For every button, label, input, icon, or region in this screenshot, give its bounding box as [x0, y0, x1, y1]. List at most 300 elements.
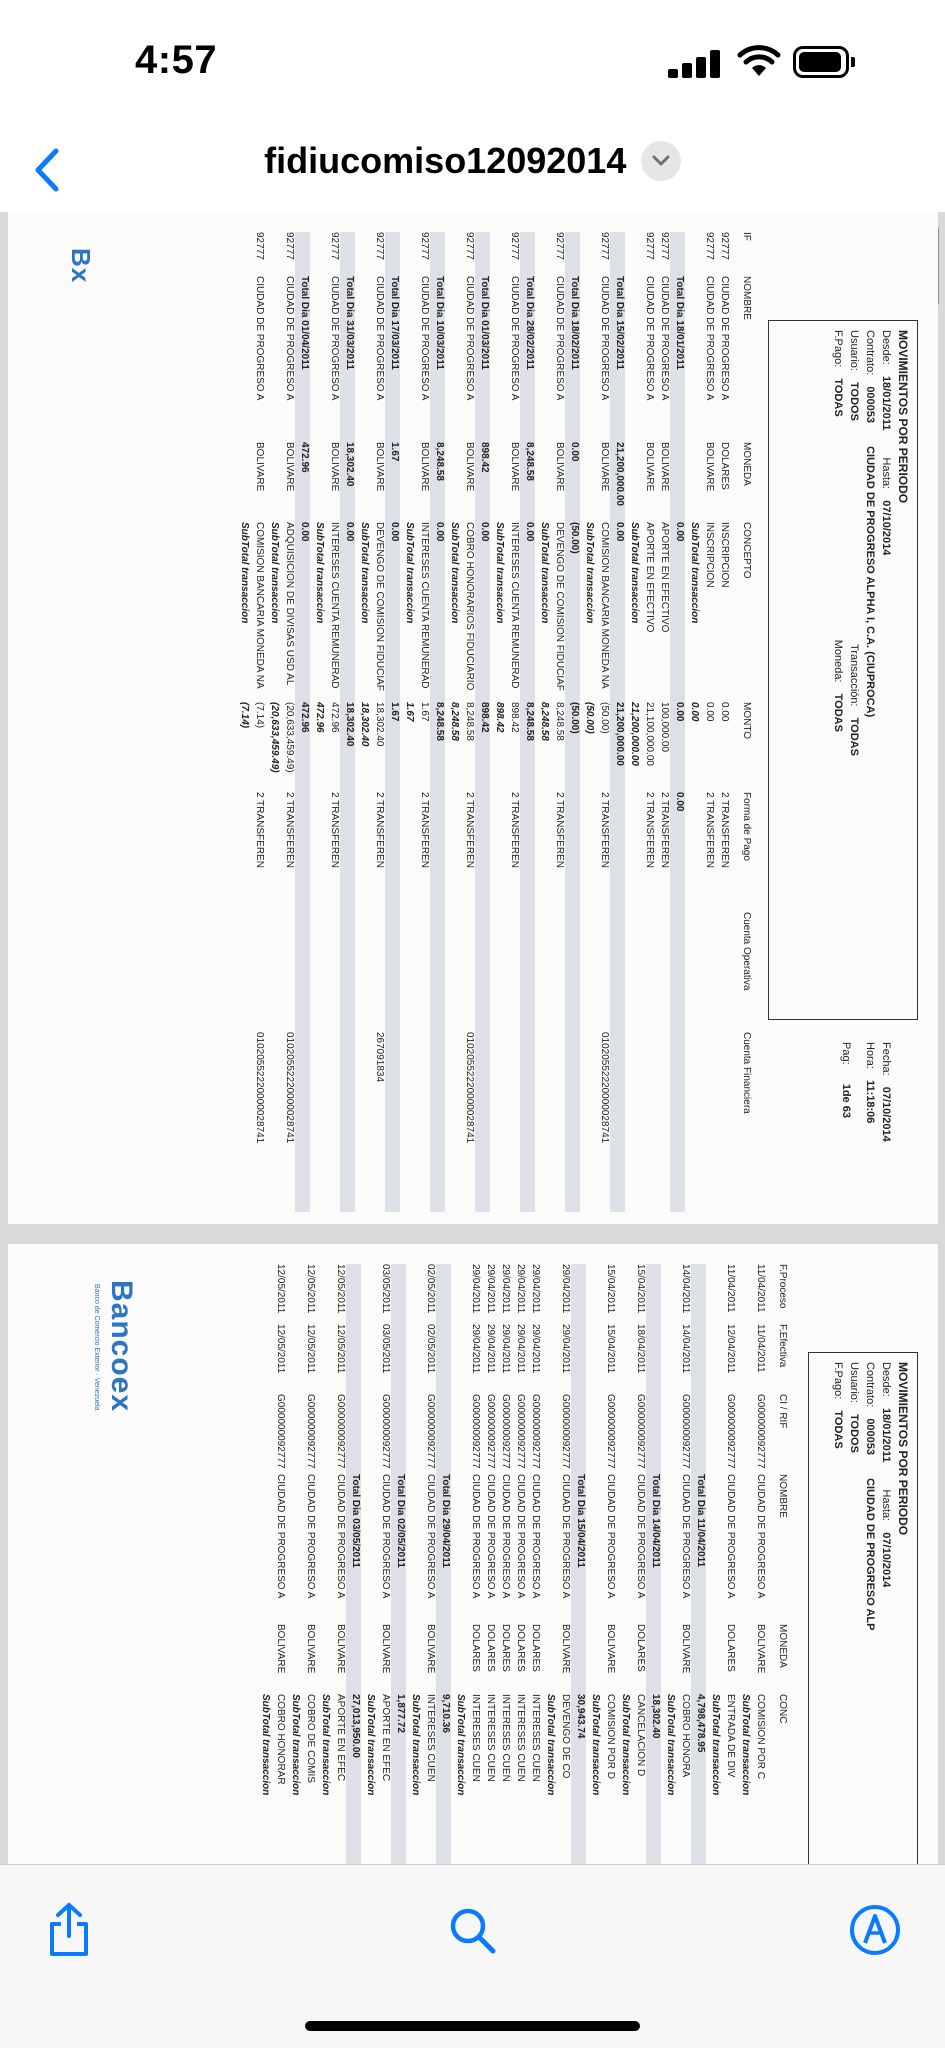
pag-label: Pag: [840, 1042, 852, 1065]
table-cell: 92777 [254, 232, 265, 260]
column-header: CONCEPTO [741, 522, 752, 579]
transaction-table [235, 232, 730, 1212]
table-cell: Total Dia 18/01/2011 [674, 276, 685, 370]
table-cell: G000000092777 [635, 1394, 646, 1469]
table-cell: SubTotal transaccion [314, 522, 325, 624]
fpago-label: F.Pago: [832, 330, 844, 368]
column-headers-2 [772, 1264, 788, 1864]
subtotal-row [406, 1264, 421, 1864]
table-cell: 12/05/2011 [275, 1264, 286, 1314]
table-cell: 0.00 [614, 522, 625, 542]
table-cell: 01020552220000028741 [464, 1032, 475, 1144]
table-cell: 472.96 [299, 442, 310, 473]
column-header: MONTO [741, 702, 752, 740]
table-cell: BOLIVARE [644, 442, 655, 492]
table-cell: G000000092777 [380, 1394, 391, 1469]
transaction-table-2 [256, 1264, 766, 1864]
table-cell: INTERESES CUEN [425, 1694, 436, 1782]
table-cell: 0.00 [479, 522, 490, 542]
total-dia-row [436, 1264, 451, 1864]
table-cell: 92777 [659, 232, 670, 260]
hasta-value: 07/10/2014 [880, 500, 892, 556]
table-cell: SubTotal transaccion [290, 1694, 301, 1796]
table-cell: Total Dia 10/03/2011 [434, 276, 445, 370]
table-cell: 29/04/2011 [470, 1324, 481, 1374]
table-cell: BOLIVARE [275, 1624, 286, 1674]
table-cell: BOLIVARE [374, 442, 385, 492]
table-cell: BOLIVARE [254, 442, 265, 492]
table-cell: Total Dia 29/04/2011 [440, 1474, 451, 1568]
table-row [676, 1264, 691, 1864]
total-dia-row [475, 232, 490, 1212]
table-cell: 92777 [284, 232, 295, 260]
subtotal-row [580, 232, 595, 1212]
table-cell: 100,000.00 [659, 702, 670, 753]
table-cell: 0.00 [674, 792, 685, 812]
table-cell: 1,877.72 [395, 1694, 406, 1733]
column-header: NOMBRE [777, 1474, 788, 1518]
table-cell: SubTotal transaccion [359, 522, 370, 624]
table-cell: 01020552220000028741 [284, 1032, 295, 1144]
table-row [460, 232, 475, 1212]
table-cell: 2 TRANSFEREN [704, 792, 715, 868]
document-title[interactable]: fidiucomiso12092014 [264, 140, 627, 181]
table-row [421, 1264, 436, 1864]
search-button[interactable] [437, 1895, 507, 1965]
table-cell: 0.00 [299, 522, 310, 542]
navigation-bar [0, 130, 945, 210]
subtotal-row [661, 1264, 676, 1864]
table-cell: 12/05/2011 [275, 1324, 286, 1374]
total-dia-row [346, 1264, 361, 1864]
fpago-value: TODAS [832, 378, 844, 417]
table-cell: SubTotal transaccion [590, 1694, 601, 1796]
table-row [280, 232, 295, 1212]
table-cell: COMISION BANCARIA MONEDA NA [254, 522, 265, 689]
table-row [631, 1264, 646, 1864]
table-row [481, 1264, 496, 1864]
table-cell: Total Dia 17/03/2011 [389, 276, 400, 370]
table-cell: SubTotal transaccion [365, 1694, 376, 1796]
table-cell: 29/04/2011 [560, 1264, 571, 1314]
table-cell: 30,943.74 [575, 1694, 586, 1739]
table-row [751, 1264, 766, 1864]
contrato-value: 000053 [864, 386, 876, 424]
table-cell: G000000092777 [485, 1394, 496, 1469]
table-cell: Total Dia 28/02/2011 [524, 276, 535, 370]
table-cell: CIUDAD DE PROGRESO A [254, 276, 265, 401]
table-cell: 0.00 [524, 522, 535, 542]
table-row [250, 232, 265, 1212]
table-row [721, 1264, 736, 1864]
table-cell: 18,302.40 [344, 702, 355, 747]
table-cell: 8,248.58 [524, 702, 535, 741]
column-headers [736, 232, 752, 1212]
table-cell: 8,248.58 [434, 702, 445, 741]
table-cell: G000000092777 [470, 1394, 481, 1469]
table-cell: 1.67 [404, 702, 415, 722]
subtotal-row [316, 1264, 331, 1864]
table-cell: 12/05/2011 [335, 1324, 346, 1374]
table-cell: CIUDAD DE PROGRESO A [374, 276, 385, 401]
table-cell: 8,248.58 [539, 702, 550, 741]
table-cell: G000000092777 [515, 1394, 526, 1469]
table-cell: 11/04/2011 [755, 1324, 766, 1373]
table-cell: DOLARES [530, 1624, 541, 1672]
table-cell: 92777 [419, 232, 430, 260]
table-cell: 0.00 [689, 702, 700, 722]
table-cell: 11/04/2011 [755, 1264, 766, 1313]
column-header: CONC [777, 1694, 788, 1724]
table-cell: CANCELACION D [635, 1694, 646, 1777]
table-row [601, 1264, 616, 1864]
table-cell: DEVENGO DE CO [560, 1694, 571, 1779]
fecha-value: 07/10/2014 [880, 1086, 892, 1142]
wifi-icon [737, 44, 781, 78]
table-cell: 2 TRANSFEREN [599, 792, 610, 868]
table-cell: 18,302.40 [650, 1694, 661, 1739]
table-cell: CIUDAD DE PROGRESO A [305, 1474, 316, 1599]
column-header: MONEDA [777, 1624, 788, 1668]
total-dia-row [565, 232, 580, 1212]
table-cell: BOLIVARE [335, 1624, 346, 1674]
pdf-page-2 [8, 1244, 938, 1864]
usuario-label: Usuario: [848, 330, 860, 371]
table-cell: 15/04/2011 [605, 1324, 616, 1374]
fecha-label: Fecha: [880, 1042, 892, 1076]
total-dia-row [295, 232, 310, 1212]
table-cell: Total Dia 15/02/2011 [614, 276, 625, 370]
table-cell: Total Dia 18/02/2011 [569, 276, 580, 370]
table-cell: BOLIVARE [560, 1624, 571, 1674]
table-cell: DEVENGO DE COMISION FIDUCIAF [554, 522, 565, 691]
table-cell: G000000092777 [275, 1394, 286, 1469]
table-cell: DOLARES [500, 1624, 511, 1672]
table-cell: INTERESES CUEN [485, 1694, 496, 1782]
total-dia-row [691, 1264, 706, 1864]
subtotal-row [490, 232, 505, 1212]
table-row [331, 1264, 346, 1864]
table-cell: 92777 [464, 232, 475, 260]
table-cell: BOLIVARE [419, 442, 430, 492]
table-cell: 9,710.36 [440, 1694, 451, 1733]
table-cell: CIUDAD DE PROGRESO A [500, 1474, 511, 1599]
table-cell: 14/04/2011 [680, 1324, 691, 1374]
table-cell: CIUDAD DE PROGRESO A [644, 276, 655, 401]
contrato-value-2: 000053 [864, 1418, 876, 1456]
table-cell: 29/04/2011 [500, 1264, 511, 1314]
table-cell: SubTotal transaccion [740, 1694, 751, 1796]
table-cell: 29/04/2011 [560, 1324, 571, 1374]
subtotal-row [535, 232, 550, 1212]
table-cell: CIUDAD DE PROGRESO A [554, 276, 565, 401]
table-cell: DOLARES [515, 1624, 526, 1672]
moneda-value: TODAS [832, 693, 844, 732]
table-cell: 03/05/2011 [380, 1264, 391, 1314]
table-cell: (7.14) [254, 702, 265, 729]
column-header: F.Proceso [777, 1264, 788, 1309]
table-cell: 92777 [329, 232, 340, 260]
table-cell: SubTotal transaccion [320, 1694, 331, 1796]
table-cell: SubTotal transaccion [260, 1694, 271, 1796]
column-header: Cuenta Financiera [741, 1032, 752, 1114]
table-row [640, 232, 655, 1212]
table-cell: 12/04/2011 [725, 1324, 736, 1374]
subtotal-row [736, 1264, 751, 1864]
table-cell: BOLIVARE [464, 442, 475, 492]
table-cell: CIUDAD DE PROGRESO A [680, 1474, 691, 1599]
table-cell: 0.00 [674, 702, 685, 722]
transaccion-value: TODAS [848, 717, 860, 756]
table-cell: DOLARES [719, 442, 730, 490]
table-cell: 29/04/2011 [530, 1264, 541, 1314]
column-header: NOMBRE [741, 276, 752, 320]
table-cell: SubTotal transaccion [410, 1694, 421, 1796]
table-cell: 92777 [554, 232, 565, 260]
usuario-value: TODOS [848, 382, 860, 421]
table-row [556, 1264, 571, 1864]
table-cell: SubTotal transaccion [629, 522, 640, 624]
table-cell: 02/05/2011 [425, 1264, 436, 1314]
table-cell: BOLIVARE [305, 1624, 316, 1674]
table-cell: G000000092777 [305, 1394, 316, 1469]
table-cell: APORTE EN EFECTIVO [644, 522, 655, 633]
desde-value-2: 18/01/2011 [880, 1407, 892, 1463]
table-cell: 898.42 [479, 702, 490, 733]
table-cell: COMISION POR C [755, 1694, 766, 1780]
table-cell: 21,100,000.00 [644, 702, 655, 766]
table-cell: SubTotal transaccion [539, 522, 550, 624]
table-row [526, 1264, 541, 1864]
table-cell: 0.00 [704, 702, 715, 722]
subtotal-row [625, 232, 640, 1212]
table-cell: 11/04/2011 [725, 1264, 736, 1313]
contrato-name: CIUDAD DE PROGRESO ALPHA I, C.A. (CIUPROCA) [864, 446, 876, 718]
table-cell: BOLIVARE [659, 442, 670, 492]
table-cell: 27,013,950.00 [350, 1694, 361, 1758]
table-cell: BOLIVARE [680, 1624, 691, 1674]
table-cell: 92777 [704, 232, 715, 260]
table-cell: CIUDAD DE PROGRESO A [470, 1474, 481, 1599]
table-cell: 2 TRANSFEREN [644, 792, 655, 868]
table-cell: SubTotal transaccion [620, 1694, 631, 1796]
markup-button[interactable] [840, 1895, 910, 1965]
table-cell: DOLARES [725, 1624, 736, 1672]
table-cell: (20,633,459.49) [269, 702, 280, 773]
table-cell: 898.42 [479, 442, 490, 473]
table-cell: BOLIVARE [755, 1624, 766, 1674]
table-cell: 2 TRANSFEREN [284, 792, 295, 868]
table-row [325, 232, 340, 1212]
usuario-value-2: TODOS [848, 1414, 860, 1453]
table-cell: 29/04/2011 [530, 1324, 541, 1374]
table-cell: INTERESES CUEN [530, 1694, 541, 1782]
table-cell: CIUDAD DE PROGRESO A [530, 1474, 541, 1599]
table-cell: BOLIVARE [380, 1624, 391, 1674]
total-dia-row [391, 1264, 406, 1864]
table-cell: CIUDAD DE PROGRESO A [284, 276, 295, 401]
table-cell: Total Dia 15/04/2011 [575, 1474, 586, 1568]
subtotal-row [256, 1264, 271, 1864]
table-cell: 92777 [719, 232, 730, 260]
table-cell: CIUDAD DE PROGRESO A [719, 276, 730, 401]
table-cell: CIUDAD DE PROGRESO A [704, 276, 715, 401]
share-icon [46, 1902, 92, 1958]
table-cell: SubTotal transaccion [545, 1694, 556, 1796]
table-cell: DOLARES [470, 1624, 481, 1672]
subtotal-row [586, 1264, 601, 1864]
table-cell: (20,633,459.49) [284, 702, 295, 773]
table-cell: SubTotal transaccion [494, 522, 505, 624]
table-cell: BOLIVARE [329, 442, 340, 492]
subtotal-row [541, 1264, 556, 1864]
table-cell: (50.00) [599, 702, 610, 734]
table-cell: 4,798,478.95 [695, 1694, 706, 1753]
table-cell: Total Dia 01/03/2011 [479, 276, 490, 370]
table-cell: 8,248.58 [464, 702, 475, 741]
table-cell: 472.96 [329, 702, 340, 733]
contrato-label: Contrato: [864, 330, 876, 376]
table-cell: CIUDAD DE PROGRESO A [485, 1474, 496, 1599]
table-cell: 2 TRANSFEREN [554, 792, 565, 868]
table-row [301, 1264, 316, 1864]
table-cell: 0.00 [434, 522, 445, 542]
table-cell: G000000092777 [530, 1394, 541, 1469]
table-cell: CIUDAD DE PROGRESO A [635, 1474, 646, 1599]
table-cell: BOLIVARE [605, 1624, 616, 1674]
table-cell: COBRO HONORA [680, 1694, 691, 1778]
table-cell: 12/05/2011 [305, 1324, 316, 1374]
table-cell: 92777 [644, 232, 655, 260]
table-cell: 0.00 [719, 702, 730, 722]
table-cell: APORTE EN EFECTIVO [659, 522, 670, 633]
table-cell: 2 TRANSFEREN [464, 792, 475, 868]
total-dia-row [430, 232, 445, 1212]
table-cell: 1.67 [419, 702, 430, 722]
table-cell: COBRO DE COMIS [305, 1694, 316, 1783]
table-cell: SubTotal transaccion [269, 522, 280, 624]
table-cell: SubTotal transaccion [404, 522, 415, 624]
table-cell: 18,302.40 [374, 702, 385, 747]
table-cell: SubTotal transaccion [584, 522, 595, 624]
subtotal-row [685, 232, 700, 1212]
table-cell: 18/04/2011 [635, 1324, 646, 1374]
contrato-name-2: CIUDAD DE PROGRESO ALP [864, 1478, 876, 1631]
document-viewer[interactable] [0, 212, 945, 1864]
table-cell: DEVENGO DE COMISION FIDUCIAF [374, 522, 385, 691]
table-cell: CIUDAD DE PROGRESO A [275, 1474, 286, 1599]
table-cell: BOLIVARE [425, 1624, 436, 1674]
total-dia-row [646, 1264, 661, 1864]
table-cell: 1.67 [389, 442, 400, 462]
table-cell: CIUDAD DE PROGRESO A [725, 1474, 736, 1599]
table-cell: (50.00) [569, 522, 580, 554]
table-cell: 2 TRANSFEREN [719, 792, 730, 868]
table-cell: G000000092777 [560, 1394, 571, 1469]
table-cell: CIUDAD DE PROGRESO A [659, 276, 670, 401]
table-cell: APORTE EN EFEC [380, 1694, 391, 1782]
table-cell: CIUDAD DE PROGRESO A [419, 276, 430, 401]
table-cell: SubTotal transaccion [665, 1694, 676, 1796]
total-dia-row [520, 232, 535, 1212]
table-cell: INTERESES CUEN [500, 1694, 511, 1782]
desde-value: 18/01/2011 [880, 375, 892, 431]
table-cell: Total Dia 03/05/2011 [350, 1474, 361, 1568]
table-cell: 21,200,000.00 [614, 442, 625, 506]
search-icon [447, 1905, 497, 1955]
table-cell: 01020552220000028741 [599, 1032, 610, 1144]
subtotal-row [265, 232, 280, 1212]
table-cell: 15/04/2011 [605, 1264, 616, 1314]
table-cell: 29/04/2011 [500, 1324, 511, 1374]
table-cell: G000000092777 [725, 1394, 736, 1469]
table-cell: 21,200,000.00 [629, 702, 640, 766]
title-menu-button[interactable] [641, 141, 681, 181]
subtotal-row [445, 232, 460, 1212]
table-cell: BOLIVARE [554, 442, 565, 492]
table-cell: 2 TRANSFEREN [329, 792, 340, 868]
chevron-down-icon [652, 155, 670, 167]
total-dia-row [670, 232, 685, 1212]
table-cell: CIUDAD DE PROGRESO A [599, 276, 610, 401]
table-row [715, 232, 730, 1212]
table-cell: 8,248.58 [434, 442, 445, 481]
bancoex-logo-subtitle: Banco de Comercio Exterior · Venezuela [93, 1284, 100, 1411]
markup-pen-icon [848, 1903, 902, 1957]
table-cell: ADQUISICION DE DIVISAS USD AL [284, 522, 295, 686]
table-cell: G000000092777 [500, 1394, 511, 1469]
table-cell: 2 TRANSFEREN [659, 792, 670, 868]
table-cell: 18,302.40 [359, 702, 370, 747]
table-cell: G000000092777 [605, 1394, 616, 1469]
subtotal-row [706, 1264, 721, 1864]
table-cell: SubTotal transaccion [710, 1694, 721, 1796]
table-row [415, 232, 430, 1212]
table-cell: INSCRIPCION [719, 522, 730, 588]
table-cell: 29/04/2011 [515, 1324, 526, 1374]
table-cell: BOLIVARE [284, 442, 295, 492]
table-cell: 898.42 [494, 702, 505, 733]
table-row [595, 232, 610, 1212]
total-dia-row [340, 232, 355, 1212]
table-cell: CIUDAD DE PROGRESO A [509, 276, 520, 401]
column-header: CI / RIF [777, 1394, 788, 1429]
total-dia-row [610, 232, 625, 1212]
table-cell: Total Dia 01/04/2011 [299, 276, 310, 370]
table-cell: CIUDAD DE PROGRESO A [380, 1474, 391, 1599]
table-cell: DOLARES [485, 1624, 496, 1672]
hasta-label-2: Hasta: [880, 1489, 892, 1522]
column-header: IF [741, 232, 752, 241]
table-cell: ENTRADA DE DIV [725, 1694, 736, 1778]
status-time: 4:57 [135, 38, 218, 82]
table-row [550, 232, 565, 1212]
table-row [700, 232, 715, 1212]
table-cell: G000000092777 [680, 1394, 691, 1469]
pdf-page-1 [8, 212, 938, 1224]
share-button[interactable] [34, 1895, 104, 1965]
moneda-label: Moneda: [832, 639, 844, 683]
table-cell: 8,248.58 [554, 702, 565, 741]
battery-icon [793, 46, 849, 78]
table-cell: 01020552220000028741 [254, 1032, 265, 1144]
column-header: F.Efectiva [777, 1324, 788, 1368]
hora-label: Hora: [864, 1042, 876, 1069]
fpago-value-2: TODAS [832, 1410, 844, 1449]
table-cell: SubTotal transaccion [449, 522, 460, 624]
table-cell: INTERESES CUEN [515, 1694, 526, 1782]
table-cell: CIUDAD DE PROGRESO A [560, 1474, 571, 1599]
